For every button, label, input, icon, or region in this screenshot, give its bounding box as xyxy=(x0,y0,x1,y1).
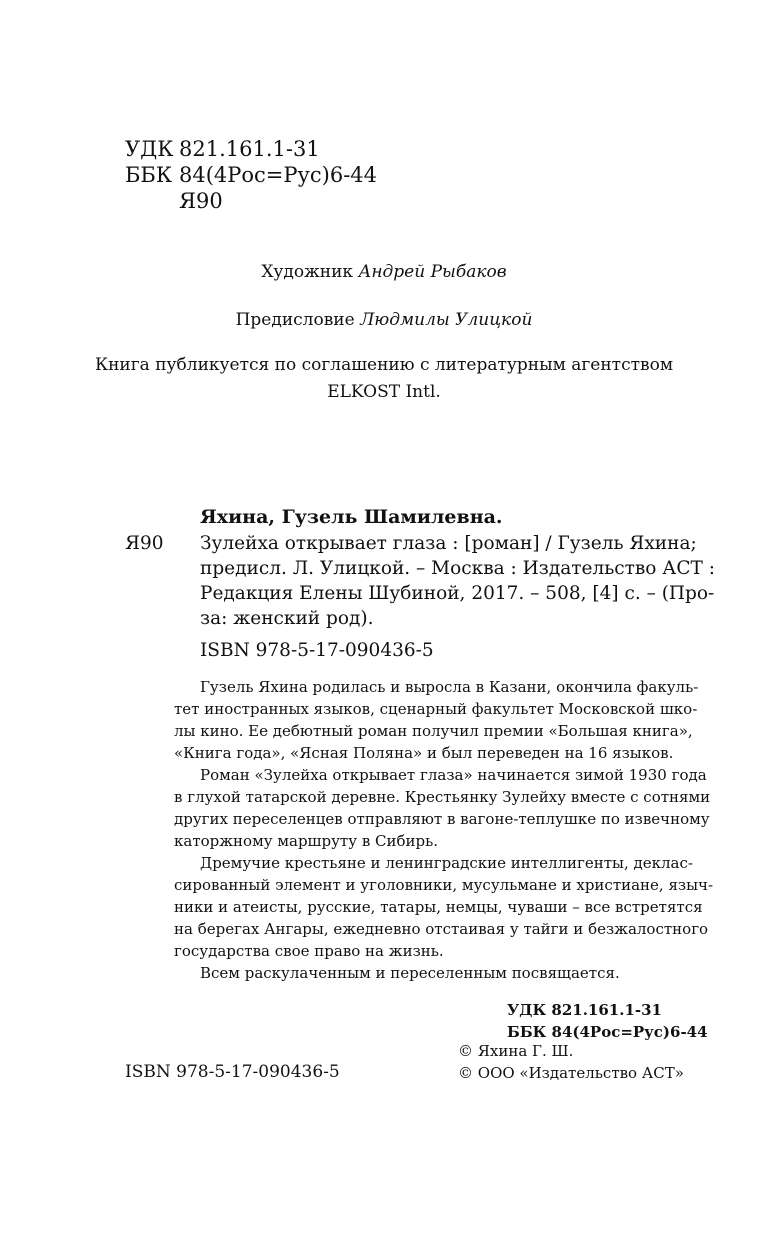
illustrator-label: Художник xyxy=(261,262,354,282)
agreement-line-2: ELKOST Intl. xyxy=(327,382,441,402)
footer-isbn: ISBN 978-5-17-090436-5 xyxy=(125,1062,340,1082)
annotation-line-8: каторжному маршруту в Сибирь. xyxy=(174,832,439,850)
bbk-value: 84(4Рос=Рус)6-44 xyxy=(179,163,378,187)
udk-value: 821.161.1-31 xyxy=(179,137,320,161)
record-line-2: предисл. Л. Улицкой. – Москва : Издательство АСТ : xyxy=(200,558,715,579)
bbk-label: ББК xyxy=(125,163,173,187)
copyright-publisher: © ООО «Издательство АСТ» xyxy=(458,1064,684,1082)
udk-label: УДК xyxy=(125,137,174,161)
annotation-line-11: ники и атеисты, русские, татары, немцы, чуваши – все встретятся xyxy=(174,898,703,916)
copyright-author: © Яхина Г. Ш. xyxy=(458,1042,574,1060)
foreword-label: Предисловие xyxy=(235,310,355,330)
author-mark: Я90 xyxy=(179,189,223,213)
annotation-line-10: сированный элемент и уголовники, мусульмане и христиане, языч- xyxy=(174,876,714,894)
record-isbn: ISBN 978-5-17-090436-5 xyxy=(200,640,434,661)
annotation-line-5: Роман «Зулейха открывает глаза» начинается зимой 1930 года xyxy=(200,766,707,784)
annotation-line-3: лы кино. Ее дебютный роман получил премии «Большая книга», xyxy=(174,722,693,740)
annotation-line-13: государства свое право на жизнь. xyxy=(174,942,444,960)
illustrator-name: Андрей Рыбаков xyxy=(358,262,507,282)
annotation-line-6: в глухой татарской деревне. Крестьянку Зулейху вместе с сотнями xyxy=(174,788,711,806)
annotation-line-2: тет иностранных языков, сценарный факультет Московской шко- xyxy=(174,700,698,718)
annotation-line-1: Гузель Яхина родилась и выросла в Казани, окончила факуль- xyxy=(200,678,699,696)
annotation-line-7: других переселенцев отправляют в вагоне-теплушке по извечному xyxy=(174,810,710,828)
record-bbk: ББК 84(4Рос=Рус)6-44 xyxy=(507,1023,708,1041)
record-line-1: Зулейха открывает глаза : [роман] / Гузель Яхина; xyxy=(200,533,697,554)
annotation-line-14: Всем раскулаченным и переселенным посвящается. xyxy=(200,964,620,982)
annotation-line-4: «Книга года», «Ясная Поляна» и был переведен на 16 языков. xyxy=(174,744,674,762)
foreword-name: Людмилы Улицкой xyxy=(360,310,533,330)
agreement-line-1: Книга публикуется по соглашению с литературным агентством xyxy=(94,355,674,375)
illustrator-credit xyxy=(0,264,768,281)
record-line-4: за: женский род). xyxy=(200,608,374,629)
foreword-credit xyxy=(0,312,768,329)
record-author-mark: Я90 xyxy=(125,533,164,554)
record-author: Яхина, Гузель Шамилевна. xyxy=(200,506,503,528)
record-udk: УДК 821.161.1-31 xyxy=(507,1001,662,1019)
annotation-line-12: на берегах Ангары, ежедневно отстаивая у тайги и безжалостного xyxy=(174,920,709,938)
record-line-3: Редакция Елены Шубиной, 2017. – 508, [4] с. – (Про- xyxy=(200,583,715,604)
annotation-line-9: Дремучие крестьяне и ленинградские интеллигенты, деклас- xyxy=(200,854,693,872)
